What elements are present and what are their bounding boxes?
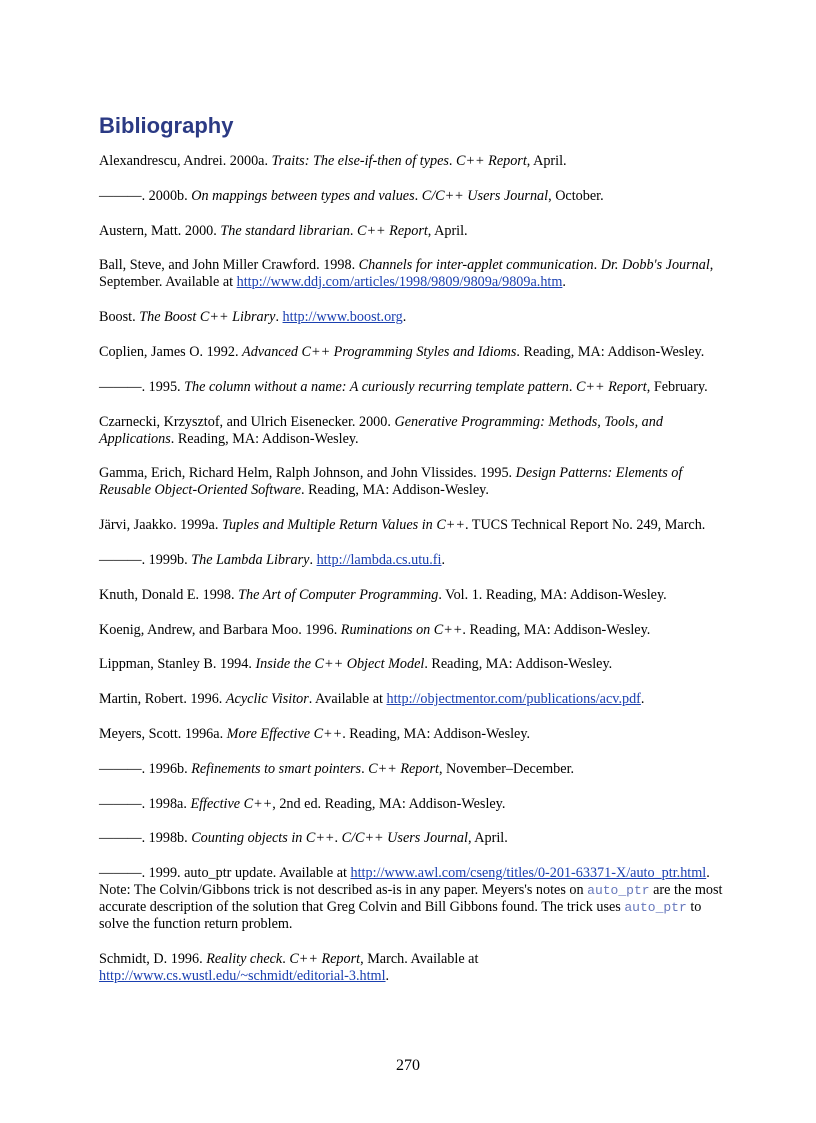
entry-text: to solve the function return problem. [99,899,702,933]
page-number: 270 [396,1057,420,1074]
entry-title-italic: Inside the C++ Object Model [255,656,425,673]
entry-text: Lippman, Stanley B. 1994. [99,656,256,673]
bibliography-entry [99,796,727,813]
entry-text: ———. 1998a. [99,795,191,812]
entry-title-italic: The column without a name: A curiously recurring template pattern [184,378,569,395]
entry-text: . [309,551,317,568]
entry-text: . [361,760,369,777]
entry-text: . Reading, MA: Addison-Wesley. [342,725,531,742]
entry-title-italic: C/C++ Users Journal [421,187,549,204]
entry-title-italic: C++ Report [456,153,527,169]
entry-text: . Reading, MA: Addison-Wesley. [424,656,613,673]
bibliography-entry [99,552,727,569]
entry-text: . Reading, MA: Addison-Wesley. [462,621,651,638]
entry-text: , April. [526,153,567,169]
entry-title-italic: Effective C++ [190,795,273,812]
entry-text: Järvi, Jaakko. 1999a. [99,517,222,534]
inline-code: auto_ptr [587,883,650,899]
entry-title-italic: Advanced C++ Programming Styles and Idioms [242,343,517,360]
bibliography-entry [99,726,727,743]
bibliography-entry [99,951,727,985]
entry-text: . [640,691,645,708]
entry-title-italic: Acyclic Visitor [225,691,309,708]
entry-link[interactable]: http://www.awl.com/cseng/titles/0-201-63371-X/auto_ptr.html [350,865,707,882]
entry-text: , April. [427,222,468,239]
entry-text: . [402,309,407,326]
entry-text: . [593,257,601,274]
entry-title-italic: Design Patterns: Elements of Reusable Object-Oriented Software [99,465,683,499]
entry-text: , October. [548,187,604,204]
bibliography-entry [99,153,727,170]
entry-title-italic: Refinements to smart pointers [191,760,362,777]
entry-text: Alexandrescu, Andrei. 2000a. [99,153,272,169]
entry-text: Martin, Robert. 1996. [99,691,226,708]
entry-text: , April. [467,830,508,847]
bibliography-entry [99,587,727,604]
entry-text: . [414,187,422,204]
bibliography-entry [99,865,727,933]
entry-text: Knuth, Donald E. 1998. [99,586,239,603]
entry-title-italic: More Effective C++ [226,725,343,742]
entry-text: Coplien, James O. 1992. [99,343,243,360]
entry-text: . Reading, MA: Addison-Wesley. [301,482,489,499]
page-title: Bibliography [99,113,234,138]
entry-text: . [441,551,446,568]
entry-title-italic: Generative Programming: Methods, Tools, and Applications [99,413,663,447]
entry-text: . Available at [308,691,387,708]
entry-title-italic: Reality check [206,950,283,967]
entry-text: . Vol. 1. Reading, MA: Addison-Wesley. [438,586,667,603]
entry-link[interactable]: http://www.cs.wustl.edu/~schmidt/editorial-3.html [99,967,386,984]
entry-title-italic: C++ Report [289,950,361,967]
entry-text: . TUCS Technical Report No. 249, March. [464,517,706,534]
entry-title-italic: Tuples and Multiple Return Values in C++ [221,517,465,534]
entry-text: . [385,967,390,984]
entry-text: Schmidt, D. 1996. [99,950,207,967]
entry-text: Koenig, Andrew, and Barbara Moo. 1996. [99,621,341,638]
entry-title-italic: The Boost C++ Library [139,309,276,326]
bibliography-entry [99,344,727,361]
entry-text: . [334,830,342,847]
entry-title-italic: C++ Report [368,760,439,777]
entry-text: Ball, Steve, and John Miller Crawford. 1998. [99,257,359,274]
entry-text: . [448,153,456,169]
bibliography-entry [99,830,727,847]
entry-text: are the most accurate description of the solution that Greg Colvin and Bill Gibbons found. The trick uses [99,882,723,916]
entry-link[interactable]: http://www.ddj.com/articles/1998/9809/9809a/9809a.htm [236,274,563,291]
entry-text: , September. Available at [99,257,714,291]
entry-title-italic: Dr. Dobb's Journal [600,257,710,274]
bibliography-entry [99,465,727,499]
entry-text: , November–December. [438,760,575,777]
entry-title-italic: Traits: The else-if-then of types [271,153,449,169]
entry-text: . Reading, MA: Addison-Wesley. [516,343,705,360]
entry-title-italic: On mappings between types and values [191,187,415,204]
bibliography-entry [99,257,727,291]
entry-text: ———. 2000b. [99,187,192,204]
entry-text: . Note: The Colvin/Gibbons trick is not described as-is in any paper. Meyers's notes on [99,865,710,899]
entry-text: Meyers, Scott. 1996a. [99,725,227,742]
entry-text: ———. 1996b. [99,760,192,777]
entry-text: ———. 1999. auto_ptr update. Available at [99,865,351,882]
entry-title-italic: C++ Report [357,222,428,239]
entry-title-italic: The Lambda Library [191,551,310,568]
bibliography-list [99,153,727,1003]
bibliography-entry [99,309,727,326]
entry-text: , March. Available at [360,950,479,967]
entry-title-italic: Channels for inter-applet communication [358,257,594,274]
entry-link[interactable]: http://objectmentor.com/publications/acv.pdf [386,691,641,708]
entry-text: , February. [646,378,708,395]
entry-link[interactable]: http://lambda.cs.utu.fi [316,551,442,568]
entry-text: ———. 1995. [99,378,185,395]
entry-text: Czarnecki, Krzysztof, and Ulrich Eisenecker. 2000. [99,413,395,430]
entry-text: . [275,309,283,326]
bibliography-entry [99,691,727,708]
bibliography-entry [99,223,727,240]
entry-text: . [562,274,566,291]
bibliography-entry [99,188,727,205]
entry-text: , 2nd ed. Reading, MA: Addison-Wesley. [272,795,506,812]
entry-title-italic: Ruminations on C++ [340,621,463,638]
entry-text: Gamma, Erich, Richard Helm, Ralph Johnson, and John Vlissides. 1995. [99,465,516,482]
entry-text: ———. 1998b. [99,830,192,847]
entry-text: Boost. [99,309,140,326]
bibliography-entry [99,379,727,396]
entry-title-italic: The standard librarian [220,222,350,239]
entry-text: Austern, Matt. 2000. [99,222,221,239]
entry-text: ———. 1999b. [99,551,192,568]
entry-title-italic: Counting objects in C++ [191,830,335,847]
inline-code: auto_ptr [624,900,687,916]
entry-text: . [568,378,576,395]
bibliography-entry [99,414,727,448]
bibliography-entry [99,622,727,639]
entry-link[interactable]: http://www.boost.org [282,309,403,326]
entry-title-italic: The Art of Computer Programming [238,586,439,603]
bibliography-entry [99,517,727,534]
bibliography-entry [99,761,727,778]
entry-text: . [282,950,290,967]
bibliography-entry [99,656,727,673]
entry-title-italic: C/C++ Users Journal [341,830,468,847]
entry-text: . Reading, MA: Addison-Wesley. [170,430,359,447]
entry-text: . [349,222,358,239]
entry-title-italic: C++ Report [575,378,647,395]
